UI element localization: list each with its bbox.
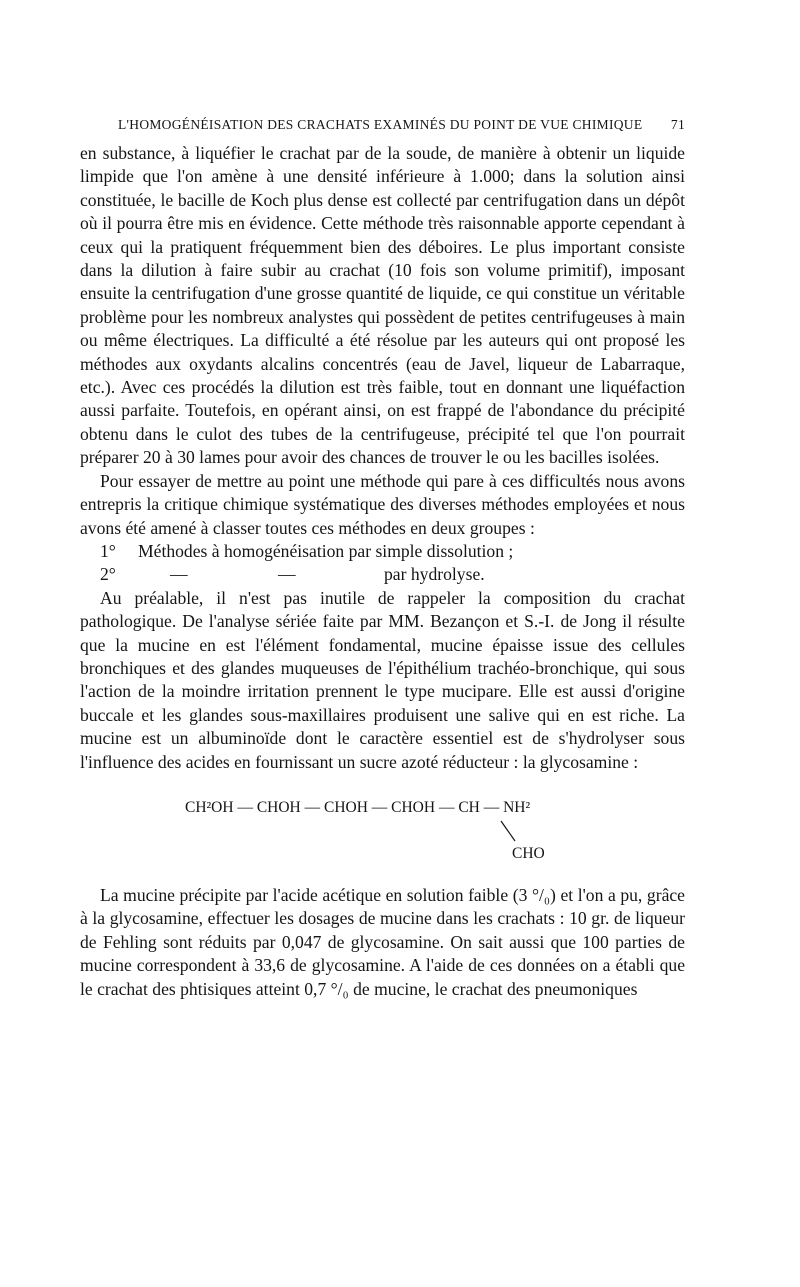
- list-item-number: 2°: [100, 564, 116, 585]
- paragraph-mucine: La mucine précipite par l'acide acétique en solution faible (3 °/₀) et l'on a pu, grâce à la glycosamine, effectuer les dosages de mucine dans les crachats : 10 gr. de liqueur de Fehling sont réduits par 0,047 de glycosamine. On sait aussi que 100 parties de mucine correspondent à 33,6 de glycosamine. A l'aide de ces données on a établi que le crachat des phtisiques atteint 0,7 °/₀ de mucine, le crachat des pneumoniques: [80, 884, 685, 999]
- list-item-text: Méthodes à homogénéisation par simple dissolution ;: [138, 540, 514, 561]
- paragraph-method: Pour essayer de mettre au point une méthode qui pare à ces difficultés nous avons entrepris la critique chimique systématique des diverses méthodes employées et nous avons été amené à classer toutes ces méthodes en deux groupes :: [80, 470, 685, 538]
- ditto-dash: —: [278, 564, 296, 585]
- list-item-2: [100, 563, 685, 586]
- formula-branch: CHO: [512, 844, 545, 862]
- list-item-text: par hydrolyse.: [384, 564, 485, 585]
- page-number: 71: [670, 117, 685, 132]
- list-item-number: 1°: [100, 540, 116, 561]
- formula-bond: [500, 820, 516, 842]
- paragraph-continuation: en substance, à liquéfier le crachat par de la soude, de manière à obtenir un liquide limpide que l'on amène à une densité inférieure à 1.000; dans la solution ainsi constituée, le bacille de Koch plus dense est collecté par centrifugation dans un dépôt où il pourra être mis en évidence. Cette méthode très raisonnable apporte cependant à ceux qui la pratiquent fréquemment bien des déboires. Le plus important consiste dans la dilution à faire subir au crachat (10 fois son volume primitif), imposant ensuite la centrifugation d'une grosse quantité de liquide, ce qui constitue un véritable problème pour les nombreux analystes qui possèdent de petites centrifugeuses à main ou même électriques. La difficulté a été résolue par les auteurs qui ont proposé les méthodes aux oxydants alcalins concentrés (eau de Javel, liqueur de Labarraque, etc.). Avec ces procédés la dilution est très faible, tout en donnant une liquéfaction aussi parfaite. Toutefois, en opérant ainsi, on est frappé de l'abondance du précipité obtenu dans le culot des tubes de la centrifugeuse, précipité tel que l'on pourrait préparer 20 à 30 lames pour avoir des chances de trouver le ou les bacilles isolées.: [80, 143, 685, 468]
- header-title: L'HOMOGÉNÉISATION DES CRACHATS EXAMINÉS DU POINT DE VUE CHIMIQUE: [118, 117, 643, 132]
- paragraph-composition: Au préalable, il n'est pas inutile de rappeler la composition du crachat pathologique. De l'analyse sériée faite par MM. Bezançon et S.-I. de Jong il résulte que la mucine en est l'élément fondamental, mucine épaisse issue des cellules bronchiques et des glandes muqueuses de l'épithélium trachéo-bronchique, qui sous l'action de la moindre irritation prennent le type mucipare. Elle est aussi d'origine buccale et les glandes sous-maxillaires produisent une salive qui en est riche. La mucine est un albuminoïde dont le caractère essentiel est de s'hydrolyser sous l'influence des acides en fournissant un sucre azoté réducteur : la glycosamine :: [80, 587, 685, 772]
- ditto-dash: —: [170, 564, 188, 585]
- page-body: [80, 142, 685, 1001]
- glycosamine-formula: [80, 774, 685, 884]
- list-item-1: [100, 540, 685, 563]
- formula-main-chain: CH²OH — CHOH — CHOH — CHOH — CH — NH²: [185, 798, 531, 816]
